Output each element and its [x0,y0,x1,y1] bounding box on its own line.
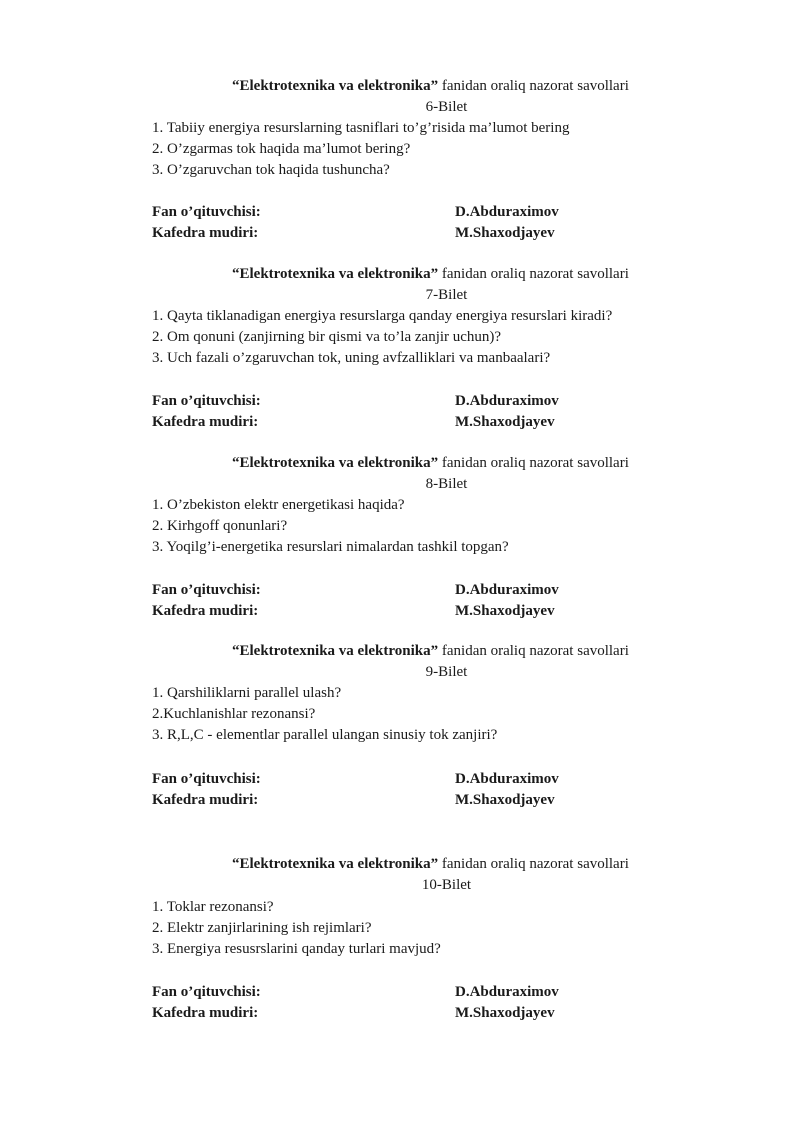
teacher-label: Fan o’qituvchisi: [152,771,261,787]
question-1: 1. Qarshiliklarni parallel ulash? [152,685,342,701]
teacher-name: D.Abduraximov [455,771,559,787]
ticket-number: 7-Bilet [425,287,468,303]
question-3: 3. R,L,C - elementlar parallel ulangan sinusiy tok zanjiri? [152,727,498,743]
teacher-name: D.Abduraximov [455,204,559,220]
head-name: M.Shaxodjayev [455,414,555,430]
question-1: 1. Tabiiy energiya resurslarning tasniflari to’g’risida ma’lumot bering [152,120,570,136]
header-text: fanidan oraliq nazorat savollari [438,856,629,872]
header-text: fanidan oraliq nazorat savollari [438,78,629,94]
teacher-label: Fan o’qituvchisi: [152,393,261,409]
ticket-number: 8-Bilet [425,476,468,492]
question-2: 2.Kuchlanishlar rezonansi? [152,706,316,722]
ticket-number: 6-Bilet [425,99,468,115]
course-title: “Elektrotexnika va elektronika” [232,266,439,282]
ticket-number: 9-Bilet [425,664,468,680]
head-label: Kafedra mudiri: [152,225,259,241]
head-name: M.Shaxodjayev [455,792,555,808]
head-label: Kafedra mudiri: [152,603,259,619]
head-name: M.Shaxodjayev [455,603,555,619]
course-title: “Elektrotexnika va elektronika” [232,78,439,94]
question-3: 3. Uch fazali o’zgaruvchan tok, uning avfzalliklari va manbaalari? [152,350,551,366]
ticket-header [232,264,629,285]
question-2: 2. Kirhgoff qonunlari? [152,518,288,534]
head-label: Kafedra mudiri: [152,792,259,808]
head-label: Kafedra mudiri: [152,1005,259,1021]
teacher-name: D.Abduraximov [455,984,559,1000]
question-3: 3. Yoqilg’i-energetika resurslari nimalardan tashkil topgan? [152,539,509,555]
teacher-label: Fan o’qituvchisi: [152,984,261,1000]
head-name: M.Shaxodjayev [455,225,555,241]
teacher-name: D.Abduraximov [455,582,559,598]
question-1: 1. Toklar rezonansi? [152,899,274,915]
head-label: Kafedra mudiri: [152,414,259,430]
header-text: fanidan oraliq nazorat savollari [438,266,629,282]
ticket-header [232,854,629,875]
head-name: M.Shaxodjayev [455,1005,555,1021]
question-1: 1. Qayta tiklanadigan energiya resurslarga qanday energiya resurslari kiradi? [152,308,613,324]
question-2: 2. Elektr zanjirlarining ish rejimlari? [152,920,372,936]
ticket-header [232,453,629,474]
question-3: 3. O’zgaruvchan tok haqida tushuncha? [152,162,390,178]
ticket-number: 10-Bilet [421,877,472,893]
teacher-label: Fan o’qituvchisi: [152,582,261,598]
ticket-header [232,641,629,662]
course-title: “Elektrotexnika va elektronika” [232,856,439,872]
course-title: “Elektrotexnika va elektronika” [232,643,439,659]
header-text: fanidan oraliq nazorat savollari [438,643,629,659]
question-1: 1. O’zbekiston elektr energetikasi haqida? [152,497,405,513]
ticket-header [232,76,629,97]
teacher-label: Fan o’qituvchisi: [152,204,261,220]
question-2: 2. O’zgarmas tok haqida ma’lumot bering? [152,141,411,157]
course-title: “Elektrotexnika va elektronika” [232,455,439,471]
teacher-name: D.Abduraximov [455,393,559,409]
question-2: 2. Om qonuni (zanjirning bir qismi va to’la zanjir uchun)? [152,329,502,345]
header-text: fanidan oraliq nazorat savollari [438,455,629,471]
question-3: 3. Energiya resusrslarini qanday turlari mavjud? [152,941,441,957]
